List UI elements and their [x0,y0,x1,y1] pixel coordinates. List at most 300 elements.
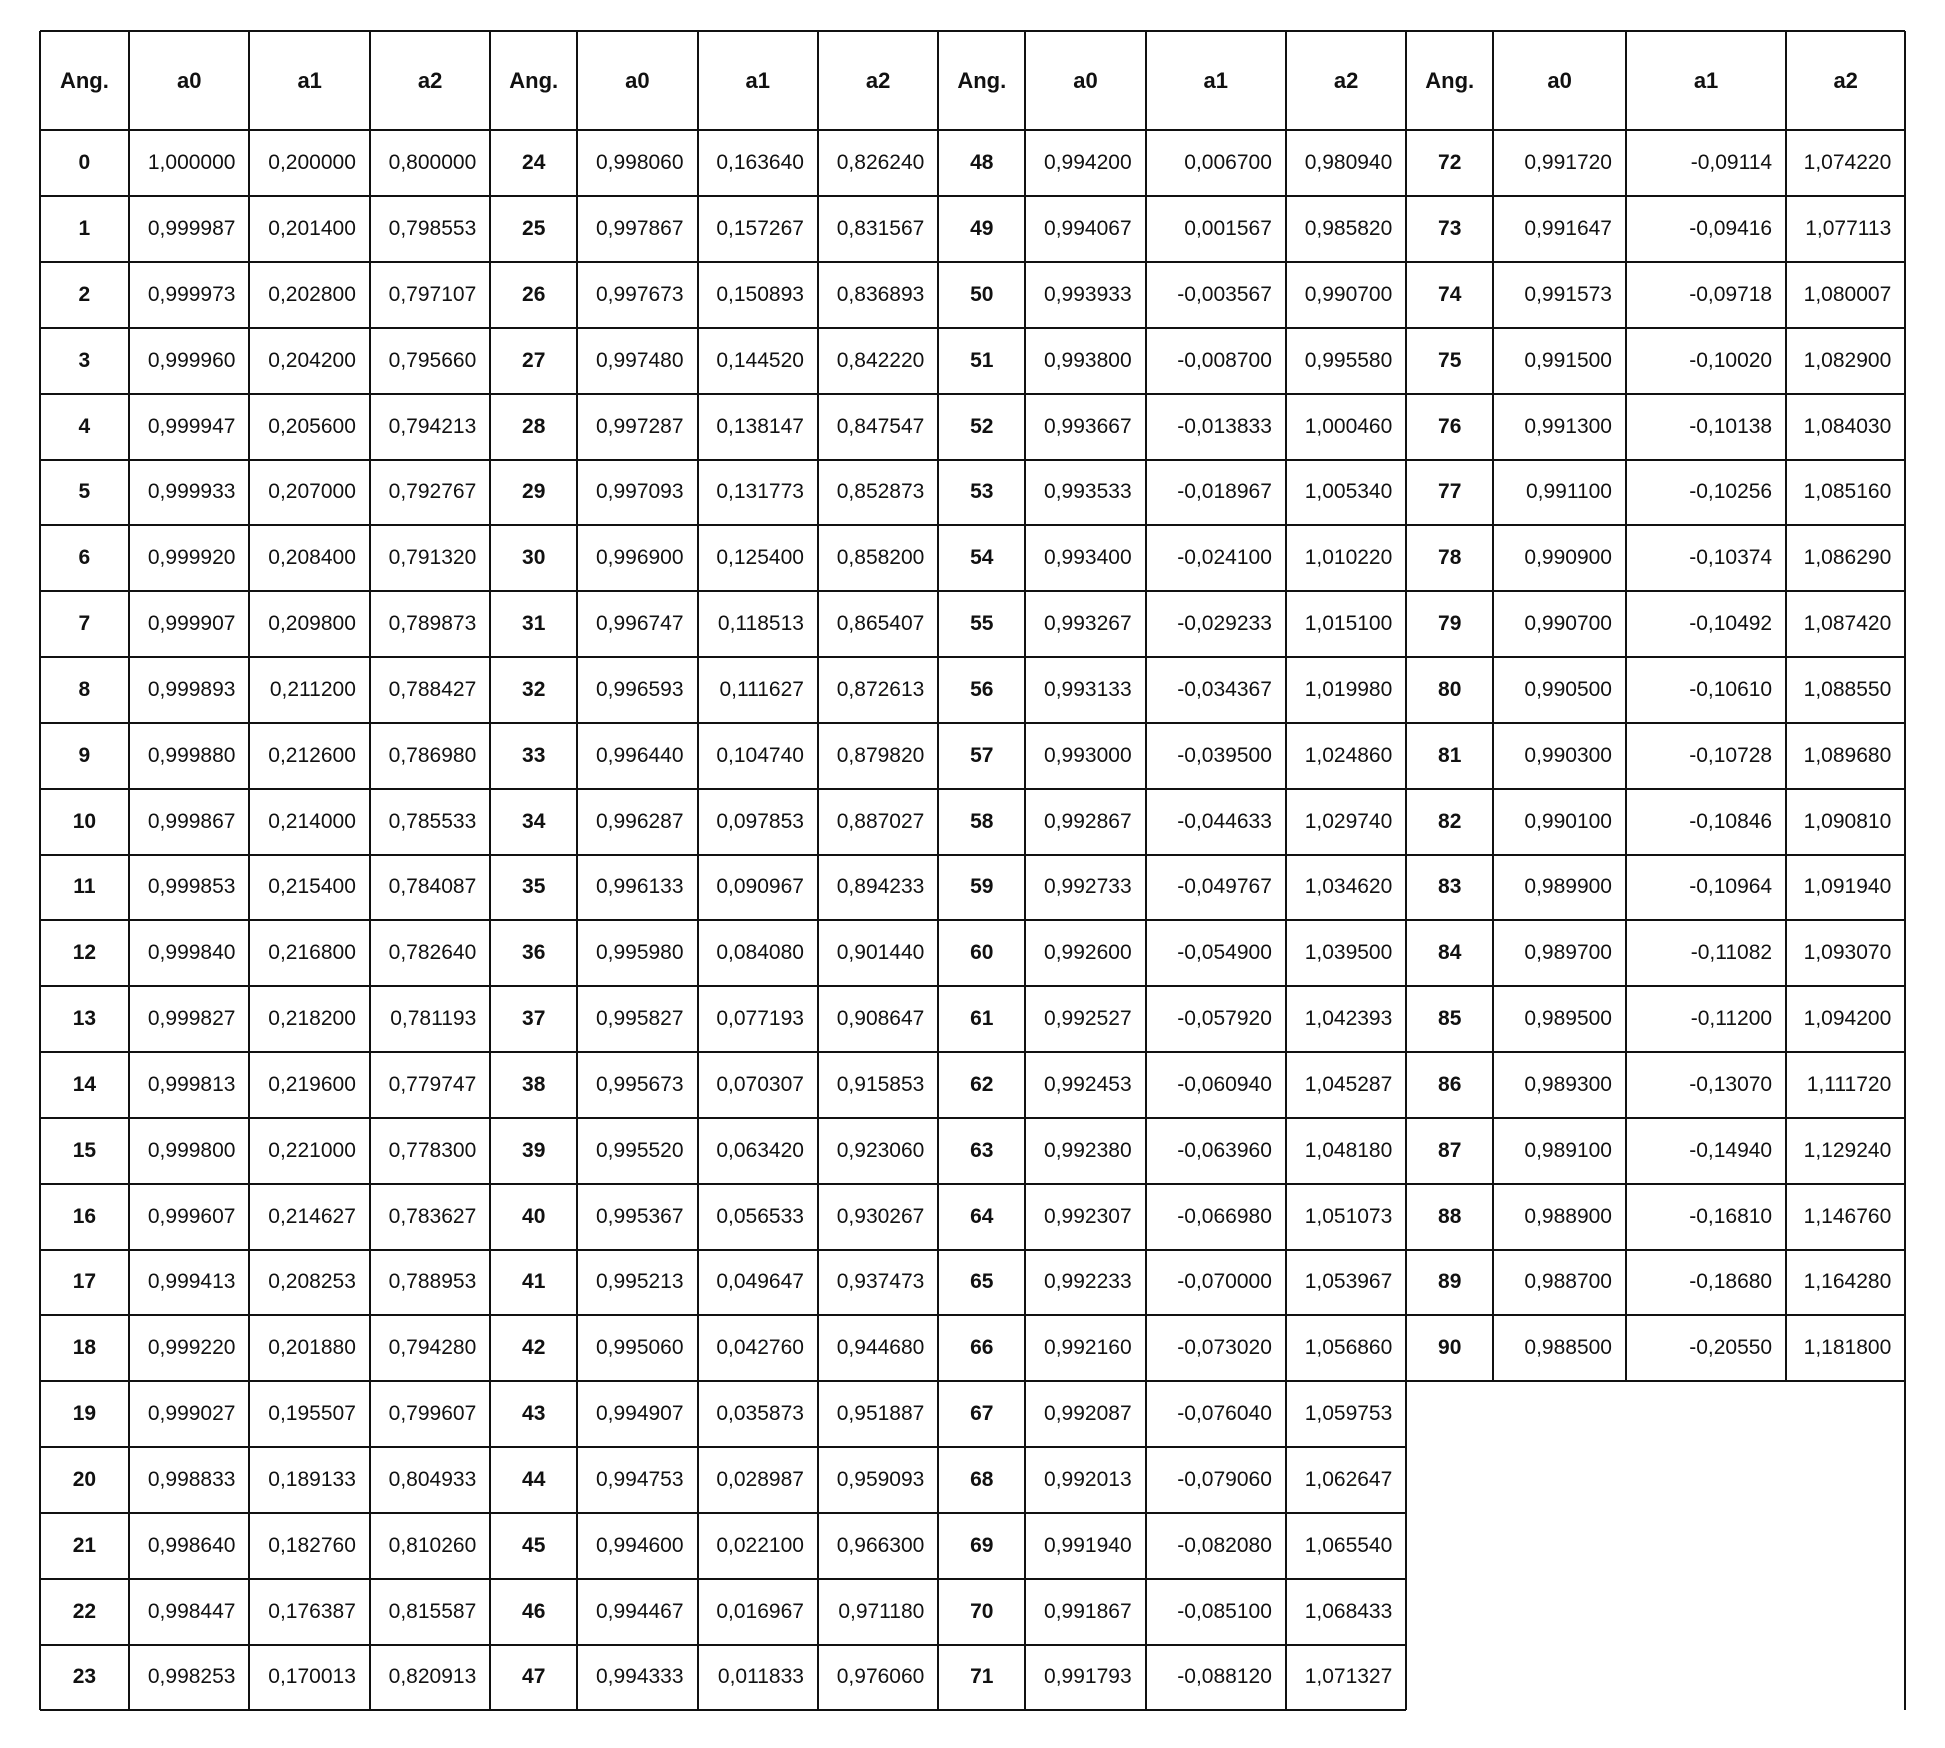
value-cell: 0,995580 [1304,348,1393,372]
value-cell: 0,915853 [836,1072,925,1096]
value-cell: 1,129240 [1803,1138,1892,1162]
value-cell: 0,999947 [147,414,236,438]
value-cell: 0,201400 [268,217,356,241]
value-cell: 0,785533 [388,809,477,833]
value-cell: 0,937473 [836,1270,925,1294]
value-cell: 0,992087 [1044,1402,1132,1426]
angle-cell: 45 [522,1533,546,1557]
value-cell: 0,858200 [836,546,925,570]
value-cell: 0,131773 [716,480,804,504]
value-cell: 0,997093 [595,480,684,504]
value-cell: 0,993933 [1044,282,1132,306]
value-cell: 0,988700 [1524,1270,1612,1294]
value-cell: 0,991100 [1525,480,1612,504]
value-cell: 1,024860 [1304,743,1393,767]
value-cell: 1,062647 [1304,1467,1393,1491]
value-cell: 0,990900 [1524,546,1612,570]
value-cell: 0,994753 [595,1467,684,1491]
value-cell: 0,993133 [1044,677,1132,701]
value-cell: 1,053967 [1304,1270,1393,1294]
value-cell: -0,018967 [1177,480,1272,504]
value-cell: 0,201880 [268,1336,356,1360]
value-cell: 0,218200 [268,1007,356,1031]
value-cell: -0,16810 [1689,1204,1773,1228]
value-cell: 0,995213 [595,1270,684,1294]
grid-line-vertical [1904,31,1906,1710]
angle-cell: 30 [522,546,546,570]
value-cell: 0,992307 [1044,1204,1132,1228]
value-cell: -0,10374 [1689,546,1773,570]
value-cell: 1,000460 [1304,414,1393,438]
angle-cell: 28 [522,414,546,438]
angle-cell: 31 [522,612,546,636]
value-cell: -0,082080 [1177,1533,1272,1557]
column-header-angle: Ang. [59,67,109,93]
value-cell: 0,077193 [716,1007,804,1031]
angle-cell: 7 [78,612,91,636]
column-header-a1: a1 [1693,67,1719,93]
value-cell: 0,994907 [595,1402,684,1426]
value-cell: 0,999220 [147,1336,236,1360]
angle-cell: 84 [1438,941,1462,965]
value-cell: 0,211200 [269,677,356,701]
value-cell: 0,852873 [836,480,925,504]
value-cell: 0,988900 [1524,1204,1612,1228]
angle-cell: 60 [970,941,994,965]
value-cell: 0,170013 [268,1665,356,1689]
value-cell: 0,208253 [268,1270,356,1294]
column-header-angle: Ang. [1425,67,1475,93]
value-cell: 0,989300 [1524,1072,1612,1096]
value-cell: 0,996593 [595,677,684,701]
value-cell: 0,887027 [836,809,925,833]
angle-cell: 13 [72,1007,97,1031]
value-cell: 0,202800 [268,282,356,306]
value-cell: 1,084030 [1803,414,1892,438]
angle-cell: 74 [1438,282,1462,306]
value-cell: 0,056533 [716,1204,804,1228]
value-cell: 0,996133 [595,875,684,899]
value-cell: 1,039500 [1304,941,1393,965]
value-cell: 0,209800 [268,612,356,636]
value-cell: 0,994467 [595,1599,684,1623]
angle-cell: 39 [522,1138,546,1162]
value-cell: 1,181800 [1803,1336,1892,1360]
value-cell: 0,799607 [388,1402,477,1426]
value-cell: 0,872613 [836,677,925,701]
value-cell: -0,14940 [1689,1138,1773,1162]
value-cell: 0,999813 [147,1072,236,1096]
value-cell: 0,995520 [595,1138,684,1162]
value-cell: 0,998253 [147,1665,236,1689]
value-cell: 0,995827 [595,1007,684,1031]
value-cell: 0,144520 [716,348,804,372]
value-cell: 0,993533 [1044,480,1132,504]
value-cell: 0,215400 [268,875,356,899]
value-cell: 0,995980 [595,941,684,965]
value-cell: 0,988500 [1524,1336,1612,1360]
value-cell: 0,992600 [1044,941,1132,965]
column-header-a1: a1 [1203,67,1228,93]
value-cell: 1,077113 [1805,217,1892,241]
value-cell: 0,847547 [836,414,925,438]
angle-cell: 44 [522,1467,546,1491]
value-cell: 0,999933 [147,480,236,504]
value-cell: 0,006700 [1184,151,1272,175]
angle-cell: 47 [522,1665,546,1689]
column-header-a2: a2 [417,67,443,93]
value-cell: 0,063420 [716,1138,804,1162]
grid-line-vertical [576,31,578,1710]
value-cell: 0,995673 [595,1072,684,1096]
value-cell: 0,797107 [388,282,477,306]
value-cell: 0,208400 [268,546,356,570]
value-cell: 1,111720 [1806,1072,1892,1096]
value-cell: 0,999880 [147,743,236,767]
value-cell: 0,966300 [836,1533,925,1557]
angle-cell: 15 [72,1138,97,1162]
value-cell: 1,048180 [1304,1138,1393,1162]
value-cell: 0,794280 [388,1336,477,1360]
value-cell: 1,045287 [1304,1072,1393,1096]
value-cell: 1,071327 [1304,1665,1393,1689]
value-cell: -0,085100 [1177,1599,1272,1623]
value-cell: 0,999907 [147,612,236,636]
column-header-a0: a0 [1073,67,1098,93]
value-cell: 0,221000 [268,1138,356,1162]
value-cell: 0,993400 [1044,546,1132,570]
angle-cell: 68 [970,1467,994,1491]
value-cell: 0,189133 [268,1467,356,1491]
value-cell: 0,999973 [147,282,236,306]
value-cell: 0,205600 [268,414,356,438]
angle-cell: 54 [970,546,994,570]
value-cell: 0,804933 [388,1467,477,1491]
angle-cell: 55 [970,612,994,636]
value-cell: 0,781193 [390,1007,477,1031]
angle-cell: 64 [970,1204,994,1228]
column-header-a2: a2 [1333,67,1359,93]
angle-cell: 37 [522,1007,546,1031]
value-cell: -0,066980 [1177,1204,1272,1228]
value-cell: 0,782640 [388,941,477,965]
value-cell: 0,097853 [716,809,804,833]
value-cell: 0,993267 [1044,612,1132,636]
angle-cell: 19 [72,1402,97,1426]
grid-line-horizontal [40,1709,1407,1711]
value-cell: 0,788427 [388,677,477,701]
value-cell: 0,212600 [268,743,356,767]
value-cell: 0,011833 [717,1665,804,1689]
value-cell: 0,989900 [1524,875,1612,899]
value-cell: 0,998640 [147,1533,236,1557]
value-cell: 0,035873 [716,1402,804,1426]
grid-line-horizontal [40,1578,1407,1580]
value-cell: 1,065540 [1304,1533,1393,1557]
column-header-angle: Ang. [957,67,1007,93]
angle-cell: 48 [970,151,994,175]
value-cell: -0,20550 [1689,1336,1773,1360]
angle-cell: 61 [970,1007,994,1031]
value-cell: 0,994600 [595,1533,684,1557]
value-cell: 0,138147 [716,414,804,438]
value-cell: 0,794213 [388,414,477,438]
value-cell: 0,908647 [836,1007,925,1031]
column-header-a1: a1 [745,67,770,93]
angle-cell: 3 [78,348,91,372]
value-cell: 0,999840 [147,941,236,965]
column-header-a0: a0 [1547,67,1572,93]
value-cell: 1,080007 [1803,282,1892,306]
angle-cell: 50 [970,282,994,306]
value-cell: 0,991300 [1524,414,1612,438]
value-cell: 1,082900 [1803,348,1892,372]
grid-line-horizontal [40,1512,1407,1514]
value-cell: 0,992160 [1044,1336,1132,1360]
value-cell: 0,999853 [147,875,236,899]
angle-cell: 59 [970,875,994,899]
value-cell: 0,992233 [1044,1270,1132,1294]
angle-cell: 0 [78,151,91,175]
value-cell: -0,003567 [1177,282,1272,306]
value-cell: 1,085160 [1803,480,1892,504]
angle-cell: 6 [78,546,91,570]
value-cell: 0,214627 [268,1204,356,1228]
value-cell: 0,985820 [1304,217,1393,241]
value-cell: 0,815587 [388,1599,477,1623]
value-cell: 0,792767 [388,480,477,504]
value-cell: 0,778300 [388,1138,477,1162]
value-cell: 0,999867 [147,809,236,833]
value-cell: 0,998833 [147,1467,236,1491]
grid-line-horizontal [40,1644,1407,1646]
value-cell: 0,784087 [388,875,477,899]
angle-cell: 4 [78,414,91,438]
angle-cell: 8 [78,677,91,701]
angle-cell: 51 [970,348,994,372]
value-cell: 0,204200 [268,348,356,372]
grid-line-vertical [1625,31,1627,1381]
value-cell: 0,216800 [268,941,356,965]
value-cell: -0,18680 [1689,1270,1773,1294]
angle-cell: 22 [72,1599,97,1623]
value-cell: 0,993667 [1044,414,1132,438]
value-cell: -0,070000 [1177,1270,1272,1294]
value-cell: 1,087420 [1803,612,1892,636]
value-cell: 0,995367 [595,1204,684,1228]
value-cell: 1,146760 [1803,1204,1892,1228]
angle-cell: 12 [72,941,97,965]
value-cell: 0,992013 [1044,1467,1132,1491]
value-cell: 0,150893 [716,282,804,306]
value-cell: 0,022100 [716,1533,804,1557]
angle-cell: 75 [1438,348,1462,372]
value-cell: 0,798553 [388,217,477,241]
value-cell: -0,039500 [1177,743,1272,767]
angle-cell: 67 [970,1402,994,1426]
value-cell: -0,029233 [1177,612,1272,636]
grid-line-vertical [1285,31,1287,1710]
value-cell: 0,990500 [1524,677,1612,701]
value-cell: 0,200000 [268,151,356,175]
angle-cell: 70 [970,1599,994,1623]
value-cell: 0,997287 [595,414,684,438]
value-cell: 1,093070 [1803,941,1892,965]
value-cell: 0,991793 [1044,1665,1132,1689]
angle-cell: 56 [970,677,994,701]
value-cell: 0,998060 [595,151,684,175]
angle-cell: 69 [970,1533,994,1557]
angle-cell: 86 [1438,1072,1462,1096]
value-cell: 0,999827 [147,1007,236,1031]
value-cell: 0,104740 [716,743,804,767]
value-cell: 0,923060 [836,1138,925,1162]
value-cell: 0,994333 [595,1665,684,1689]
value-cell: 0,999607 [147,1204,236,1228]
value-cell: -0,079060 [1177,1467,1272,1491]
grid-line-vertical [1024,31,1026,1710]
value-cell: -0,09416 [1689,217,1773,241]
angle-cell: 49 [970,217,994,241]
value-cell: 0,951887 [836,1402,925,1426]
angle-cell: 87 [1438,1138,1462,1162]
value-cell: 0,999920 [147,546,236,570]
angle-cell: 10 [72,809,97,833]
value-cell: 0,996747 [595,612,684,636]
angle-cell: 27 [522,348,546,372]
grid-line-vertical [369,31,371,1710]
value-cell: 1,029740 [1304,809,1393,833]
value-cell: 0,990300 [1524,743,1612,767]
value-cell: 0,944680 [836,1336,925,1360]
value-cell: 0,016967 [716,1599,804,1623]
value-cell: -0,063960 [1177,1138,1272,1162]
value-cell: 0,789873 [388,612,477,636]
angle-cell: 73 [1438,217,1462,241]
value-cell: 0,995060 [595,1336,684,1360]
angle-cell: 23 [72,1665,97,1689]
value-cell: 0,991720 [1524,151,1612,175]
angle-cell: 38 [522,1072,546,1096]
angle-cell: 88 [1438,1204,1462,1228]
angle-cell: 76 [1438,414,1462,438]
grid-line-vertical [39,31,41,1710]
value-cell: 0,990700 [1524,612,1612,636]
angle-cell: 32 [522,677,546,701]
grid-line-vertical [1145,31,1147,1710]
value-cell: 0,894233 [836,875,925,899]
angle-cell: 11 [73,875,96,899]
value-cell: 0,996287 [595,809,684,833]
value-cell: 0,998447 [147,1599,236,1623]
value-cell: 0,989700 [1524,941,1612,965]
value-cell: 0,219600 [268,1072,356,1096]
value-cell: 0,996900 [595,546,684,570]
value-cell: 0,791320 [388,546,477,570]
value-cell: 1,068433 [1304,1599,1393,1623]
value-cell: -0,076040 [1177,1402,1272,1426]
column-header-angle: Ang. [509,67,559,93]
value-cell: 0,070307 [716,1072,804,1096]
angle-cell: 52 [970,414,994,438]
value-cell: 0,214000 [268,809,356,833]
value-cell: 0,810260 [388,1533,477,1557]
value-cell: 0,788953 [388,1270,477,1294]
value-cell: -0,10020 [1689,348,1773,372]
angle-cell: 20 [72,1467,97,1491]
value-cell: 0,991573 [1524,282,1612,306]
value-cell: 0,831567 [836,217,925,241]
value-cell: -0,10964 [1689,875,1773,899]
value-cell: 1,086290 [1803,546,1892,570]
angle-cell: 79 [1438,612,1462,636]
value-cell: 1,019980 [1304,677,1393,701]
value-cell: 0,125400 [716,546,804,570]
value-cell: 1,094200 [1803,1007,1892,1031]
value-cell: 0,783627 [388,1204,477,1228]
value-cell: 0,992867 [1044,809,1132,833]
angle-cell: 41 [522,1270,546,1294]
value-cell: 0,990700 [1304,282,1393,306]
column-header-a1: a1 [297,67,322,93]
value-cell: 0,930267 [836,1204,925,1228]
angle-cell: 36 [522,941,546,965]
value-cell: 0,994067 [1044,217,1132,241]
angle-cell: 83 [1438,875,1462,899]
value-cell: 0,992380 [1044,1138,1132,1162]
value-cell: 0,991867 [1044,1599,1132,1623]
angle-cell: 58 [970,809,994,833]
angle-cell: 17 [72,1270,97,1294]
value-cell: 0,991500 [1524,348,1612,372]
value-cell: 0,997673 [595,282,684,306]
value-cell: 0,084080 [716,941,804,965]
grid-line-horizontal [40,1446,1407,1448]
grid-line-vertical [128,31,130,1710]
value-cell: -0,049767 [1177,875,1272,899]
value-cell: -0,054900 [1177,941,1272,965]
value-cell: 0,001567 [1184,217,1272,241]
angle-cell: 71 [970,1665,994,1689]
value-cell: 0,989100 [1524,1138,1612,1162]
column-header-a0: a0 [177,67,202,93]
value-cell: -0,057920 [1177,1007,1272,1031]
angle-cell: 1 [78,217,91,241]
value-cell: 1,090810 [1803,809,1892,833]
value-cell: 0,997867 [595,217,684,241]
value-cell: 1,005340 [1304,480,1393,504]
value-cell: 1,010220 [1304,546,1393,570]
value-cell: -0,10846 [1689,809,1773,833]
value-cell: 1,000000 [147,151,236,175]
value-cell: -0,10728 [1689,743,1773,767]
value-cell: 1,089680 [1803,743,1892,767]
value-cell: 1,164280 [1803,1270,1892,1294]
angle-cell: 35 [522,875,546,899]
grid-line-vertical [248,31,250,1710]
angle-cell: 34 [522,809,546,833]
value-cell: -0,034367 [1177,677,1272,701]
angle-cell: 40 [522,1204,546,1228]
angle-cell: 5 [78,480,91,504]
column-header-a0: a0 [625,67,650,93]
angle-cell: 33 [522,743,546,767]
value-cell: 0,992527 [1044,1007,1132,1031]
angle-cell: 89 [1438,1270,1462,1294]
value-cell: 0,865407 [836,612,925,636]
value-cell: 0,836893 [836,282,925,306]
value-cell: -0,13070 [1689,1072,1773,1096]
